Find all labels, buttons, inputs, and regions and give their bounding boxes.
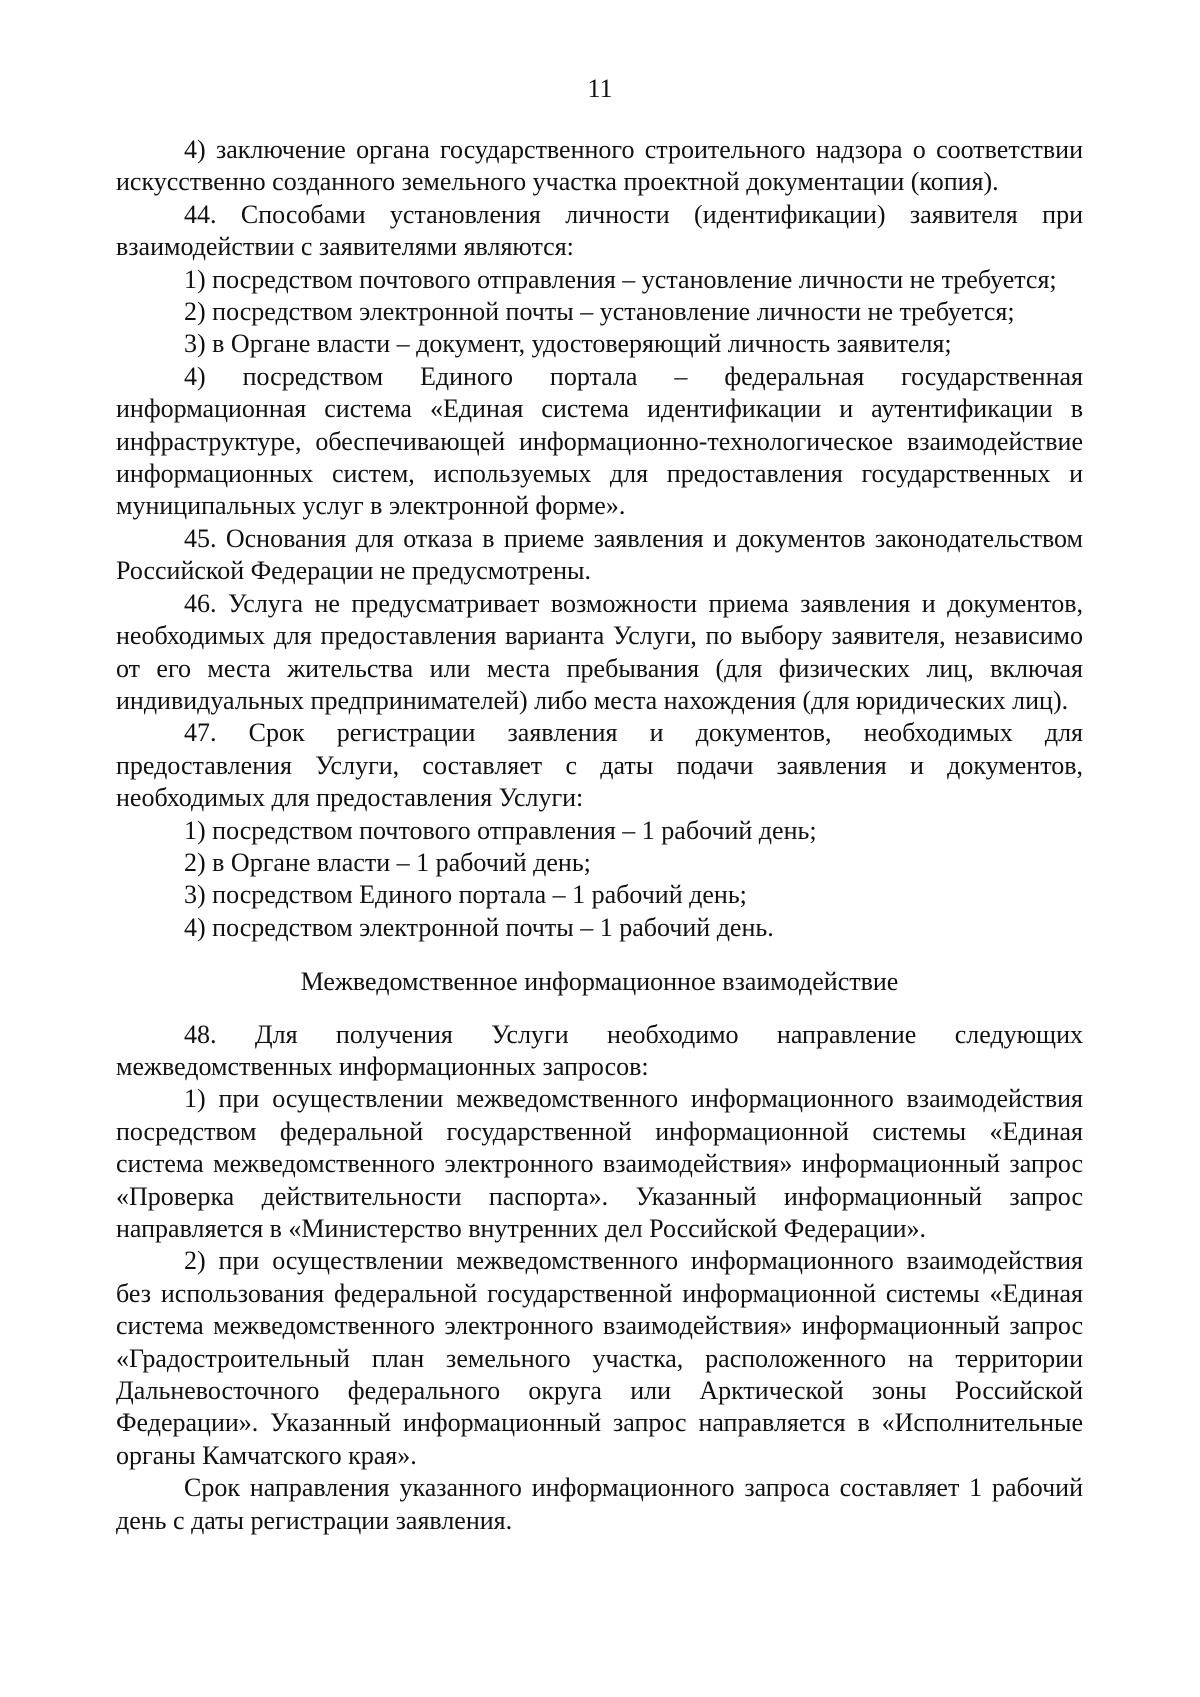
paragraph-44-item-3: 3) в Органе власти – документ, удостоверяющий личность заявителя; — [184, 329, 952, 359]
paragraph-44-item-1: 1) посредством почтового отправления – установление личности не требуется; — [184, 264, 1057, 294]
paragraph-47-item-2: 2) в Органе власти – 1 рабочий день; — [184, 847, 591, 877]
paragraph-48-item-1: 1) при осуществлении межведомственного информационного взаимодействия посредством федеральной государственной информационной системы «Единая система межведомственного электронного взаимодействия» информационный запрос «Проверка действительности паспорта». Указанный информационный запрос направляется в «Министерство внутренних дел Российской Федерации». — [116, 1084, 1083, 1243]
paragraph-47-item-1: 1) посредством почтового отправления – 1 рабочий день; — [184, 815, 817, 845]
paragraph-44: 44. Способами установления личности (идентификации) заявителя при взаимодействии с заявителями являются: — [116, 199, 1083, 262]
paragraph-44-item-2: 2) посредством электронной почты – установление личности не требуется; — [184, 297, 1015, 327]
paragraph-47-item-3: 3) посредством Единого портала – 1 рабочий день; — [184, 880, 747, 910]
paragraph-48-item-2: 2) при осуществлении межведомственного информационного взаимодействия без использования федеральной государственной информационной системы «Единая система межведомственного электронного взаимодействия» информационный запрос «Градостроительный план земельного участка, расположенного на территории Дальневосточного федерального округа или Арктической зоны Российской Федерации». Указанный информационный запрос направляется в «Исполнительные органы Камчатского края». — [116, 1246, 1083, 1470]
paragraph-45: 45. Основания для отказа в приеме заявления и документов законодательством Российской Федерации не предусмотрены. — [116, 523, 1083, 586]
paragraph-47: 47. Срок регистрации заявления и документов, необходимых для предоставления Услуги, составляет с даты подачи заявления и документов, необходимых для предоставления Услуги: — [116, 718, 1083, 813]
paragraph-request-deadline: Срок направления указанного информационного запроса составляет 1 рабочий день с даты регистрации заявления. — [116, 1473, 1083, 1535]
section-heading: Межведомственное информационное взаимодействие — [300, 967, 899, 997]
paragraph-48: 48. Для получения Услуги необходимо направление следующих межведомственных информационных запросов: — [116, 1019, 1083, 1081]
document-body — [116, 134, 1083, 1537]
paragraph-44-item-4: 4) посредством Единого портала – федеральная государственная информационная система «Единая система идентификации и аутентификации в инфраструктуре, обеспечивающей информационно-технологическое взаимодействие информационных систем, используемых для предоставления государственных и муниципальных услуг в электронной форме». — [116, 361, 1083, 521]
page-number: 11 — [587, 74, 613, 103]
paragraph-46: 46. Услуга не предусматривает возможности приема заявления и документов, необходимых для предоставления варианта Услуги, по выбору заявителя, независимо от его места жительства или места пребывания (для физических лиц, включая индивидуальных предпринимателей) либо места нахождения (для юридических лиц). — [116, 588, 1083, 715]
paragraph-item-4-conclusion: 4) заключение органа государственного строительного надзора о соответствии искусственно созданного земельного участка проектной документации (копия). — [116, 135, 1083, 197]
paragraph-47-item-4: 4) посредством электронной почты – 1 рабочий день. — [184, 912, 774, 942]
